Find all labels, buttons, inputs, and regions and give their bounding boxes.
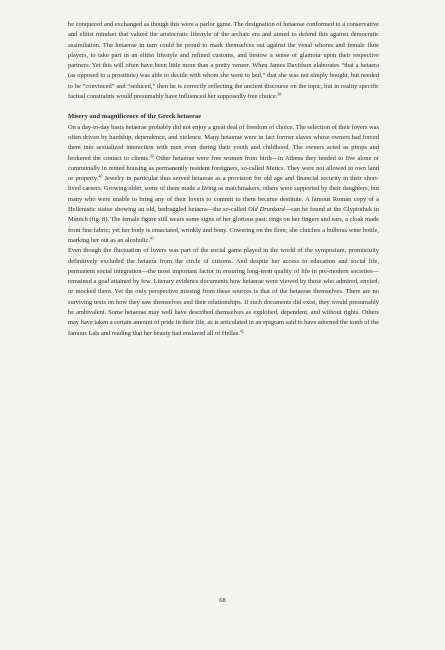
paragraph: [68, 246, 379, 339]
text-run: —can be found at the Glyptothek in Munich (fig. 8). The female figure still wears some signs of her glorious past: rings on her fingers and ears, a cloak made from fine fabric; yet her body is emaciated, wrinkly and bony. Cowering on the floor, she clutches a bulbous wine bottle, marking her out as an alcoholic.: [68, 206, 379, 244]
footnote-marker: 42: [239, 328, 244, 334]
footnote-marker: 39: [149, 153, 154, 159]
paragraph: [68, 20, 379, 102]
italic-text: Old Drunkard: [248, 206, 285, 214]
text-run: Even though the fluctuation of lovers was part of the social game played in the world of the symposium, promiscuity definitively excluded the hetaera from the circle of citizens. And despite her access to education and social life, permanent social integration—the most important factor in ensuring long-term quality of life in pre-modern societies—remained a goal attained by few. Literary evidence documents how hetaerae were viewed by those who admired, envied, or mocked them. Yet the only perspective missing from these sources is that of the hetaerae themselves. There are no surviving texts on how they saw themselves and their relationships. If such documents did exist, they would presumably be ambivalent. Some hetaerae may well have described themselves as exploited, dependent, and without rights. Others may have taken a certain amount of pride in their life, as is articulated in an epigram said to have adorned the tomb of the famous Laïs and reading that her beauty had enslaved all of Hellas.: [68, 247, 379, 337]
text-run: be conquered and exchanged as though this were a parlor game. The designation of hetaerae conformed to a conservative and elitist mindset that valued the aristocratic lifestyle of the archaic era and aimed to defend this against democratic assimilation. The hetaerae in turn could be proud to mark themselves out against the venal whores and female flute players, to take part in an elitist lifestyle and refined customs, and bestow a sense of glamour upon their respective partners. Yet this will often have been little more than a pretty veneer. When James Davidson elaborates “that a hetaera (as opposed to a prostitute) was able to decide with whom she went to bed,” that she was not simply bought, but needed to be “convinced” and “seduced,” then he is correctly reflecting the ancient discourse on the topic, but in reality specific factual constraints would presumably have influenced her supposedly free choice.: [68, 21, 379, 101]
section-heading: Misery and magnificence of the Greek hetaerae: [68, 113, 202, 121]
body-text-top: [68, 20, 379, 102]
page-number: 68: [219, 597, 226, 604]
footnote-marker: 41: [150, 235, 154, 241]
text-run: Other hetaerae were free women from birth—in Athens they tended to live alone or communally in rented housing as permanently resident foreigners, so-called Metics. They were not allowed to own land or property.: [68, 154, 379, 183]
body-text-section: [68, 123, 379, 339]
paragraph: [68, 123, 379, 247]
footnote-marker: 40: [98, 173, 103, 179]
footnote-marker: 38: [277, 91, 282, 97]
text-run: Jewelry in particular thus served hetaerae as a provision for old age and financial security in their short-lived careers. Growing older, some of them made a living as matchmakers, others were supported by their daughters, but many who were unable to bring any of their lovers to commit to them became destitute. A famous Roman copy of a Hellenistic statue showing an old, bedraggled hetaera—the so-called: [68, 175, 380, 214]
text-run: On a day-to-day basis hetaerae probably did not enjoy a great deal of freedom of choice. The selection of their lovers was often driven by hardship, dependence, and violence. Many hetaerae were in fact former slaves whose owners had forced them into sexualized interaction with men even during their youth and childhood. The owners acted as pimps and brokered the contact to clients.: [68, 123, 379, 162]
